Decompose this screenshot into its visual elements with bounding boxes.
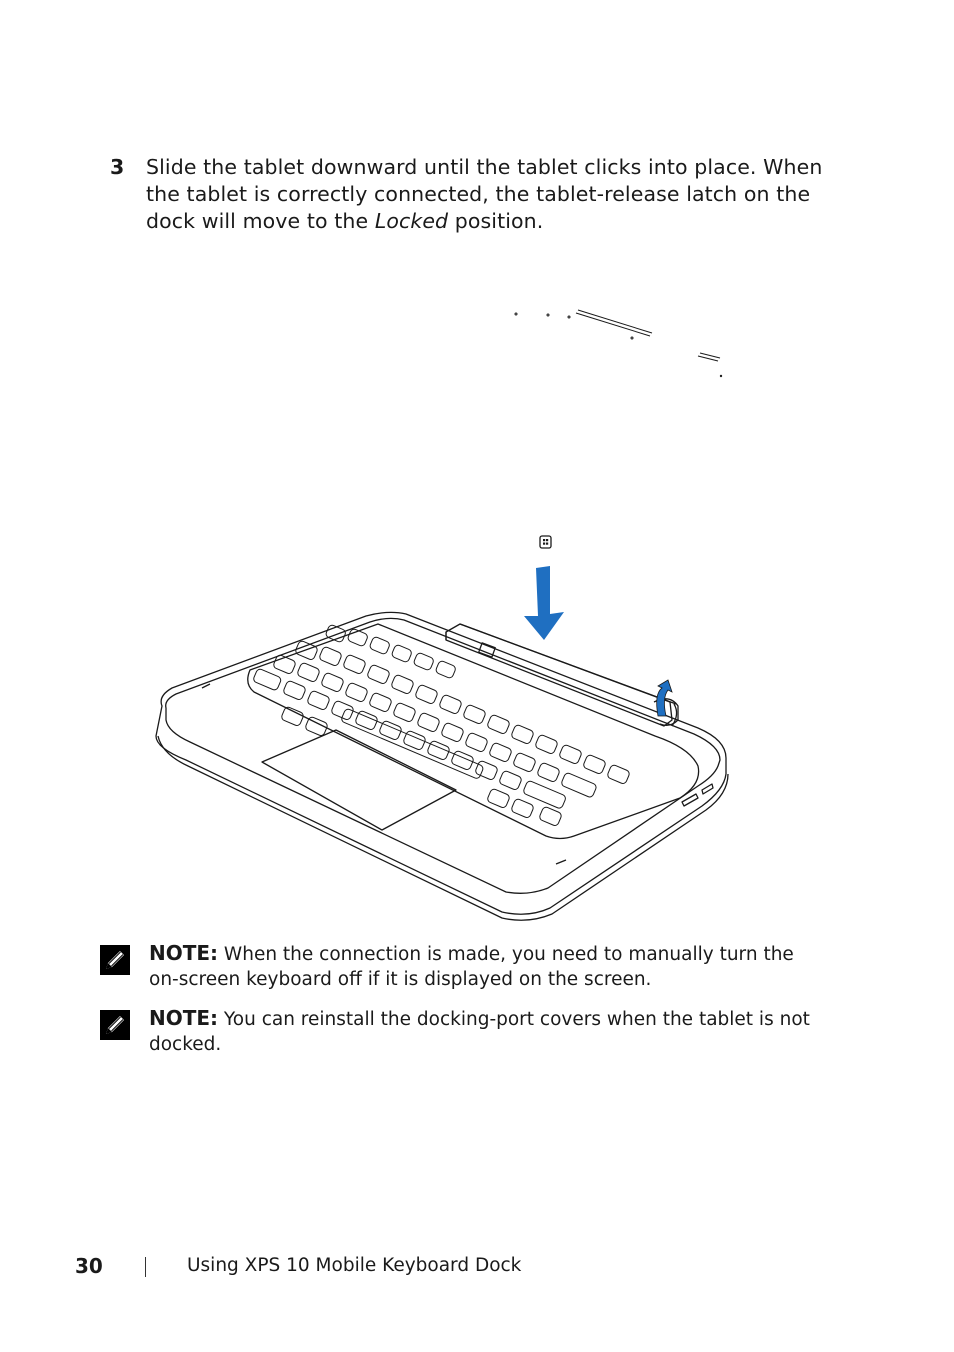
dock-drawing bbox=[150, 296, 740, 926]
side-port bbox=[702, 784, 713, 794]
note-2-body bbox=[149, 1006, 820, 1057]
note-2-label: NOTE: bbox=[149, 1006, 219, 1030]
keycaps bbox=[253, 624, 631, 827]
tablet-outline-fragments bbox=[515, 310, 722, 377]
keyboard-dock-illustration bbox=[150, 296, 740, 926]
footer-divider bbox=[145, 1257, 146, 1277]
note-pencil-icon bbox=[100, 945, 130, 975]
locked-term: Locked bbox=[374, 209, 449, 233]
slide-down-arrow bbox=[524, 566, 564, 640]
step-text-after: position. bbox=[448, 209, 544, 233]
note-1-text: When the connection is made, you need to manually turn the on-screen keyboard off if it is displayed on the screen. bbox=[149, 944, 794, 990]
page-footer bbox=[75, 1254, 775, 1284]
note-1 bbox=[100, 941, 820, 992]
note-2 bbox=[100, 1006, 820, 1057]
touchpad bbox=[262, 730, 456, 830]
note-2-text: You can reinstall the docking-port covers when the tablet is not docked. bbox=[149, 1009, 810, 1055]
dock-hinge bbox=[446, 624, 672, 726]
step-number: 3 bbox=[110, 155, 125, 179]
page-number: 30 bbox=[75, 1254, 103, 1278]
tablet-windows-icon bbox=[540, 536, 551, 548]
step-text bbox=[146, 154, 830, 235]
footer-chapter-title: Using XPS 10 Mobile Keyboard Dock bbox=[187, 1255, 522, 1276]
note-1-label: NOTE: bbox=[149, 941, 219, 965]
note-pencil-icon bbox=[100, 1010, 130, 1040]
note-1-body bbox=[149, 941, 820, 992]
step-text-before: Slide the tablet downward until the tablet clicks into place. When the tablet is correctly connected, the tablet-release latch on the dock will move to the bbox=[146, 155, 823, 233]
latch-turn-arrow bbox=[657, 680, 672, 716]
step-3 bbox=[110, 154, 830, 235]
